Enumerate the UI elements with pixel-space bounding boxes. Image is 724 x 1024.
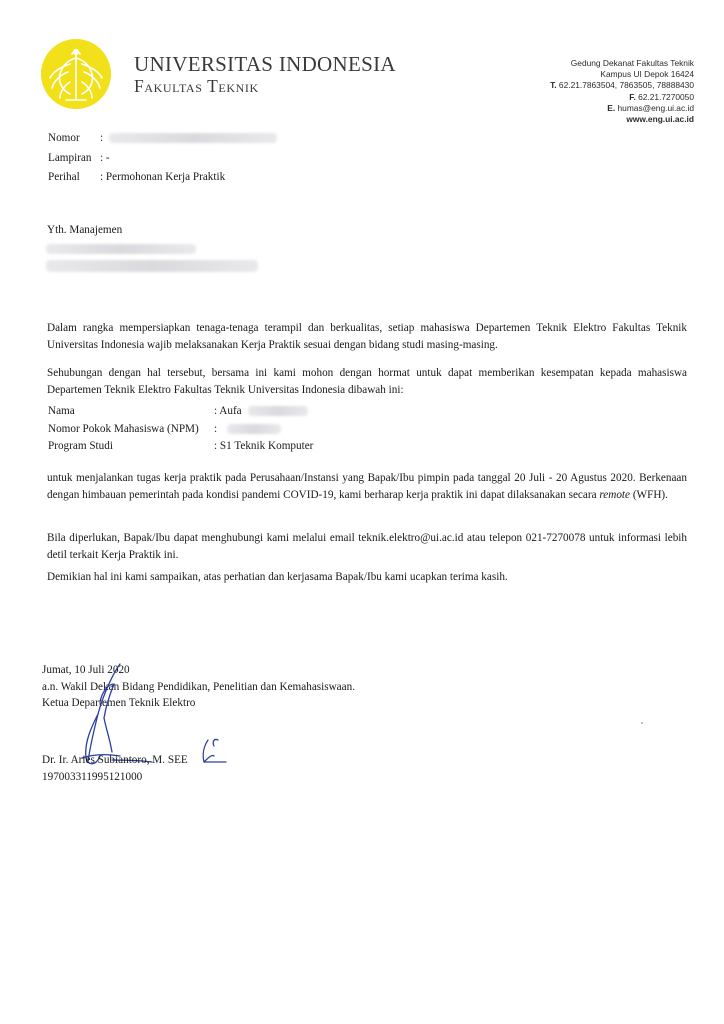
nomor-label: Nomor	[48, 132, 80, 144]
email-value: humas@eng.ui.ac.id	[617, 102, 694, 113]
lampiran-value: : -	[100, 151, 110, 164]
student-npm-row	[48, 421, 313, 439]
nomor-colon: :	[100, 132, 104, 144]
perihal-value: : Permohonan Kerja Praktik	[100, 171, 226, 183]
student-npm-value: :	[214, 422, 218, 435]
letter-meta	[48, 129, 277, 188]
meta-lampiran	[48, 149, 277, 169]
contact-fax	[494, 92, 694, 103]
recipient-salutation: Yth. Manajemen	[47, 224, 123, 236]
phone-value: 62.21.7863504, 7863505, 78888430	[558, 80, 694, 91]
nomor-value	[100, 129, 277, 149]
remote-emphasis: remote	[599, 488, 631, 501]
signature-role-line: a.n. Wakil Dekan Bidang Pendidikan, Penelitian dan Kemahasiswaan.	[42, 680, 355, 693]
phone-label: T.	[550, 80, 557, 91]
student-program-label: Program Studi	[48, 440, 113, 452]
student-npm-label: Nomor Pokok Mahasiswa (NPM)	[48, 422, 199, 435]
meta-nomor	[48, 129, 277, 149]
university-name: UNIVERSITAS INDONESIA	[134, 52, 396, 76]
redacted-npm	[227, 424, 281, 434]
contact-website	[494, 114, 694, 125]
redacted-address-line-1	[46, 244, 196, 254]
perihal-label: Perihal	[48, 171, 80, 183]
signatory-block	[42, 752, 188, 785]
paragraph-3	[47, 470, 687, 503]
meta-perihal	[48, 168, 277, 188]
paragraph-3-text-b: (WFH).	[630, 488, 668, 501]
paragraph-4: Bila diperlukan, Bapak/Ibu dapat menghubungi kami melalui email teknik.elektro@ui.ac.id atau telepon 021-7270078 untuk informasi lebih detil terkait Kerja Praktik ini.	[47, 532, 687, 561]
lampiran-label: Lampiran	[48, 151, 92, 164]
paragraph-5: Demikian hal ini kami sampaikan, atas perhatian dan kerjasama Bapak/Ibu kami ucapkan terima kasih.	[47, 571, 508, 583]
redacted-recipient-address	[46, 240, 262, 276]
contact-building: Gedung Dekanat Fakultas Teknik	[570, 58, 694, 68]
contact-campus: Kampus UI Depok 16424	[600, 69, 694, 80]
paragraph-2: Sehubungan dengan hal tersebut, bersama ini kami mohon dengan hormat untuk dapat memberikan kesempatan kepada mahasiswa Departemen Teknik Elektro Fakultas Teknik Universitas Indonesia dibawah ini:	[47, 367, 687, 396]
signatory-name: Dr. Ir. Aries Subiantoro, M. SEE	[42, 754, 188, 766]
scan-speck	[641, 722, 643, 724]
redacted-number	[109, 133, 277, 143]
student-name-label: Nama	[48, 405, 75, 417]
faculty-name: Fakultas Teknik	[134, 76, 259, 96]
fax-label: F.	[629, 91, 636, 102]
student-program-row	[48, 438, 313, 456]
student-name-value: : Aufa	[214, 405, 242, 417]
signature-department-line: Ketua Departemen Teknik Elektro	[42, 697, 196, 709]
student-name-row	[48, 403, 313, 421]
signatory-nip: 197003311995121000	[42, 770, 143, 783]
redacted-address-line-2	[46, 260, 258, 272]
email-label: E.	[607, 102, 616, 113]
student-program-value: : S1 Teknik Komputer	[214, 440, 314, 452]
contact-phone	[494, 80, 694, 91]
website-value: www.eng.ui.ac.id	[626, 114, 694, 125]
signature-date: Jumat, 10 Juli 2020	[42, 664, 130, 676]
contact-block	[494, 58, 694, 125]
redacted-surname	[248, 406, 308, 416]
fax-value: 62.21.7270050	[638, 91, 694, 102]
student-details	[48, 403, 313, 456]
contact-email	[494, 103, 694, 114]
paragraph-1: Dalam rangka mempersiapkan tenaga-tenaga terampil dan berkualitas, setiap mahasiswa Departemen Teknik Elektro Fakultas Teknik Universitas Indonesia wajib melaksanakan Kerja Praktik sesuai dengan bidang studi masing-masing.	[47, 322, 687, 351]
paragraph-3-text-a: untuk menjalankan tugas kerja praktik pada Perusahaan/Instansi yang Bapak/Ibu pimpin pada tanggal 20 Juli - 20 Agustus 2020. Berkenaan dengan himbauan pemerintah pada kondisi pandemi COVID-19, kami berharap kerja praktik ini dapat dilaksanakan secara	[47, 472, 687, 501]
university-logo-icon	[40, 36, 112, 112]
